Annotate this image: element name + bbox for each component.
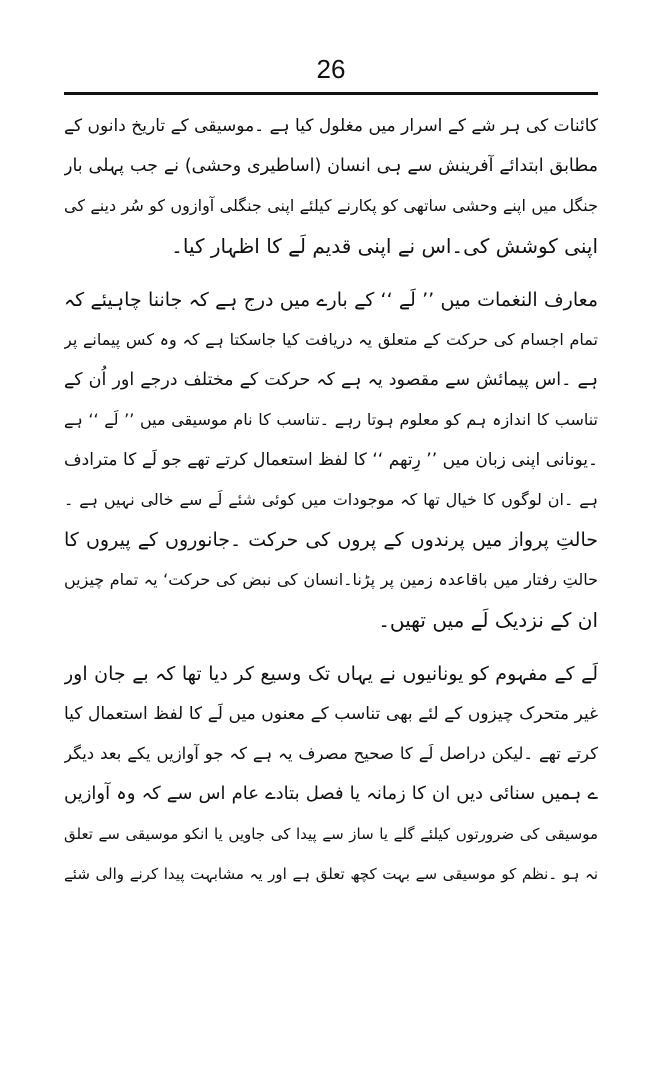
body-text xyxy=(64,106,598,894)
text-line: حالتِ رفتار میں باقاعدہ زمین پر پڑنا۔انسان کی نبض کی حرکت‘ یہ تمام چیزیں xyxy=(64,570,598,589)
text-line: ان کے نزدیک لَے میں تھیں۔ xyxy=(378,608,598,632)
text-line: ۔یونانی اپنی زبان میں ’’ رِتھم ‘‘ کا لفظ استعمال کرتے تھے جو لَے کا مترادف xyxy=(64,450,598,470)
text-line: جنگل میں اپنے وحشی ساتھی کو پکارنے کیلئے اپنی جنگلی آوازوں کو سُر دینے کی xyxy=(64,196,598,215)
text-line: ے ہمیں سنائی دیں ان کا زمانہ یا فصل بتادے عام اس سے کہ وہ آوازیں xyxy=(64,783,598,804)
text-line: موسیقی کی ضرورتوں کیلئے گلے یا ساز سے پیدا کی جاویں یا انکو موسیقی سے تعلق xyxy=(64,825,598,843)
text-line: لَے کے مفہوم کو یونانیوں نے یہاں تک وسیع کر دیا تھا کہ بے جان اور xyxy=(64,663,598,685)
paragraph-gap xyxy=(64,266,598,280)
text-line: کائنات کی ہر شے کے اسرار میں مغلول کیا ہے ۔موسیقی کے تاریخ دانوں کے xyxy=(64,116,598,136)
text-line: نہ ہو ۔نظم کو موسیقی سے بہت کچھ تعلق ہے اور یہ مشابہت پیدا کرنے والی شئے xyxy=(64,865,598,883)
text-line: تناسب کا اندازہ ہم کو معلوم ہوتا رہے ۔تناسب کا نام موسیقی میں ’’ لَے ‘‘ ہے xyxy=(64,410,598,429)
text-line: ہے ۔ان لوگوں کا خیال تھا کہ موجودات میں کوئی شئے لَے سے خالی نہیں ہے ۔ xyxy=(64,490,598,509)
paragraph-3 xyxy=(64,654,598,894)
text-line: تمام اجسام کی حرکت کے متعلق یہ دریافت کیا جاسکتا ہے کہ وہ کس پیمانے پر xyxy=(64,330,598,349)
header-rule xyxy=(64,92,598,95)
text-line: مطابق ابتدائے آفرینش سے ہی انسان (اساطیری وحشی) نے جب پہلی بار xyxy=(64,156,598,176)
text-line: معارف النغمات میں ’’ لَے ‘‘ کے بارے میں درج ہے کہ جاننا چاہیئے کہ xyxy=(64,289,598,311)
page-number: 26 xyxy=(316,54,346,84)
text-line: ہے ۔اس پیمائش سے مقصود یہ ہے کہ حرکت کے مختلف درجے اور اُن کے xyxy=(64,370,598,390)
paragraph-gap xyxy=(64,640,598,654)
text-line: حالتِ پرواز میں پرندوں کے پروں کی حرکت ۔جانوروں کے پیروں کا xyxy=(64,529,598,551)
text-line: اپنی کوشش کی۔اس نے اپنی قدیم لَے کا اظہار کیا۔ xyxy=(171,234,598,258)
text-line: غیر متحرک چیزوں کے لئے بھی تناسب کے معنوں میں لَے کا لفظ استعمال کیا xyxy=(64,704,598,724)
paragraph-1 xyxy=(64,106,598,266)
text-line: کرتے تھے ۔لیکن دراصل لَے کا صحیح مصرف یہ ہے کہ جو آوازیں یکے بعد دیگر xyxy=(64,744,598,763)
paragraph-2 xyxy=(64,280,598,640)
